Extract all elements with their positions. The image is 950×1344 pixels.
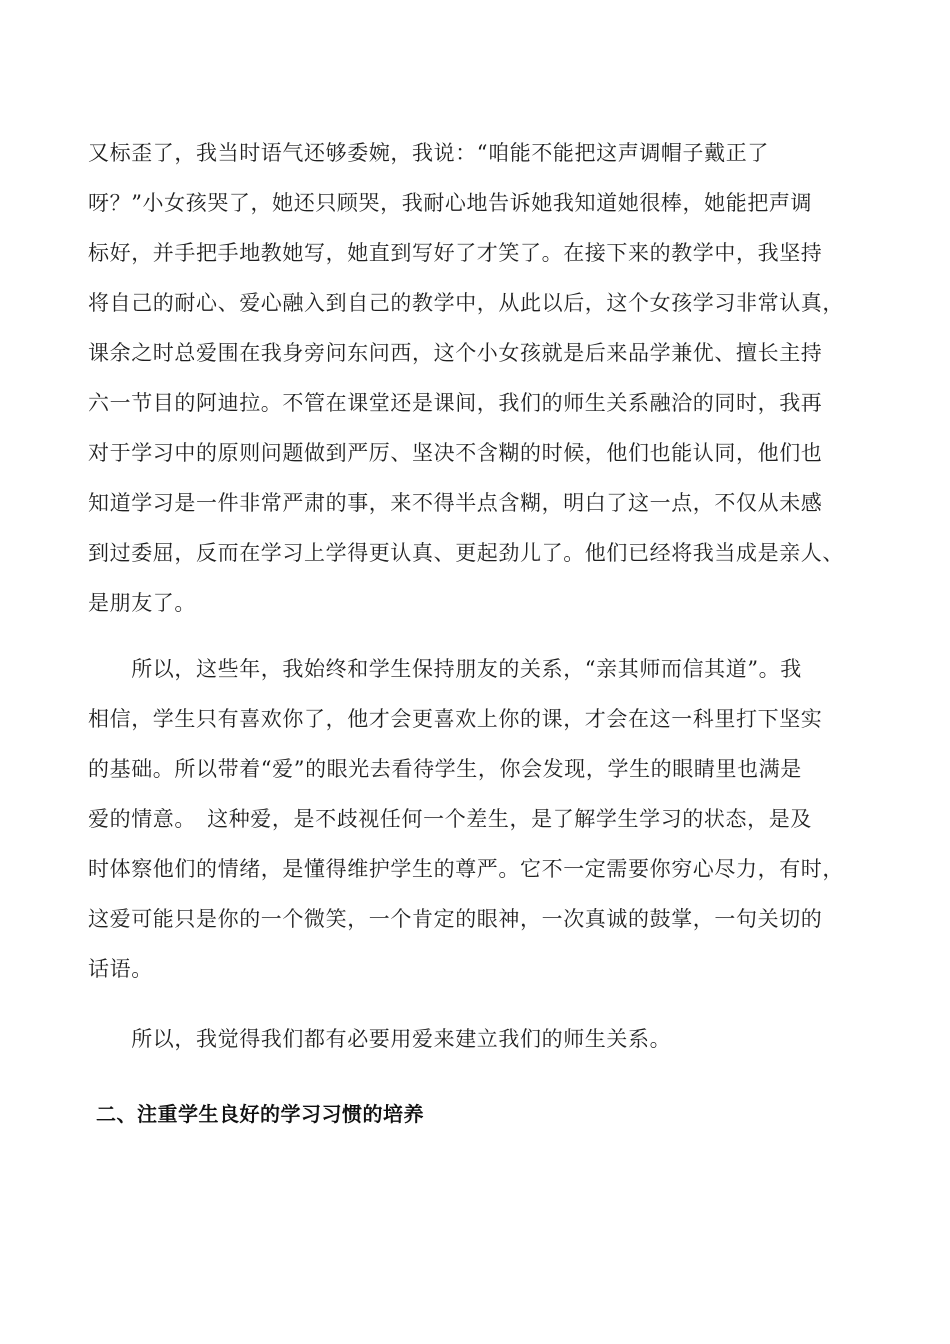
text-line: 课余之时总爱围在我身旁问东问西，这个小女孩就是后来品学兼优、擅长主持 [88, 341, 823, 365]
text-line: 时体察他们的情绪，是懂得维护学生的尊严。它不一定需要你穷心尽力，有时， [88, 857, 844, 881]
text-line: 的基础。所以带着“爱”的眼光去看待学生，你会发现，学生的眼睛里也满是 [88, 757, 802, 781]
text-line: 对于学习中的原则问题做到严厉、坚决不含糊的时候，他们也能认同，他们也 [88, 441, 823, 465]
text-line: 呀？”小女孩哭了，她还只顾哭，我耐心地告诉她我知道她很棒，她能把声调 [88, 191, 813, 215]
text-line: 话语。 [88, 957, 153, 981]
section-heading: 二、注重学生良好的学习习惯的培养 [96, 1102, 424, 1126]
text-line: 又标歪了，我当时语气还够委婉，我说：“咱能不能把这声调帽子戴正了 [88, 141, 769, 165]
text-line: 是朋友了。 [88, 591, 196, 615]
text-line: 六一节目的阿迪拉。不管在课堂还是课间，我们的师生关系融洽的同时，我再 [88, 391, 823, 415]
body-paragraph-1 [88, 128, 880, 628]
text-line: 知道学习是一件非常严肃的事，来不得半点含糊，明白了这一点，不仅从未感 [88, 491, 823, 515]
text-line: 标好，并手把手地教她写，她直到写好了才笑了。在接下来的教学中，我坚持 [88, 241, 823, 265]
text-line: 到过委屈，反而在学习上学得更认真、更起劲儿了。他们已经将我当成是亲人、 [88, 541, 844, 565]
body-paragraph-2 [88, 644, 880, 994]
text-line: 相信，学生只有喜欢你了，他才会更喜欢上你的课，才会在这一科里打下坚实 [88, 707, 823, 731]
text-line: 这爱可能只是你的一个微笑，一个肯定的眼神，一次真诚的鼓掌，一句关切的 [88, 907, 823, 931]
text-line: 将自己的耐心、爱心融入到自己的教学中，从此以后，这个女孩学习非常认真， [88, 291, 844, 315]
body-paragraph-3 [88, 1014, 880, 1064]
text-line: 所以，我觉得我们都有必要用爱来建立我们的师生关系。 [88, 1027, 672, 1051]
text-line: 所以，这些年，我始终和学生保持朋友的关系，“亲其师而信其道”。我 [88, 657, 802, 681]
text-line: 爱的情意。 这种爱，是不歧视任何一个差生，是了解学生学习的状态，是及 [88, 807, 812, 831]
